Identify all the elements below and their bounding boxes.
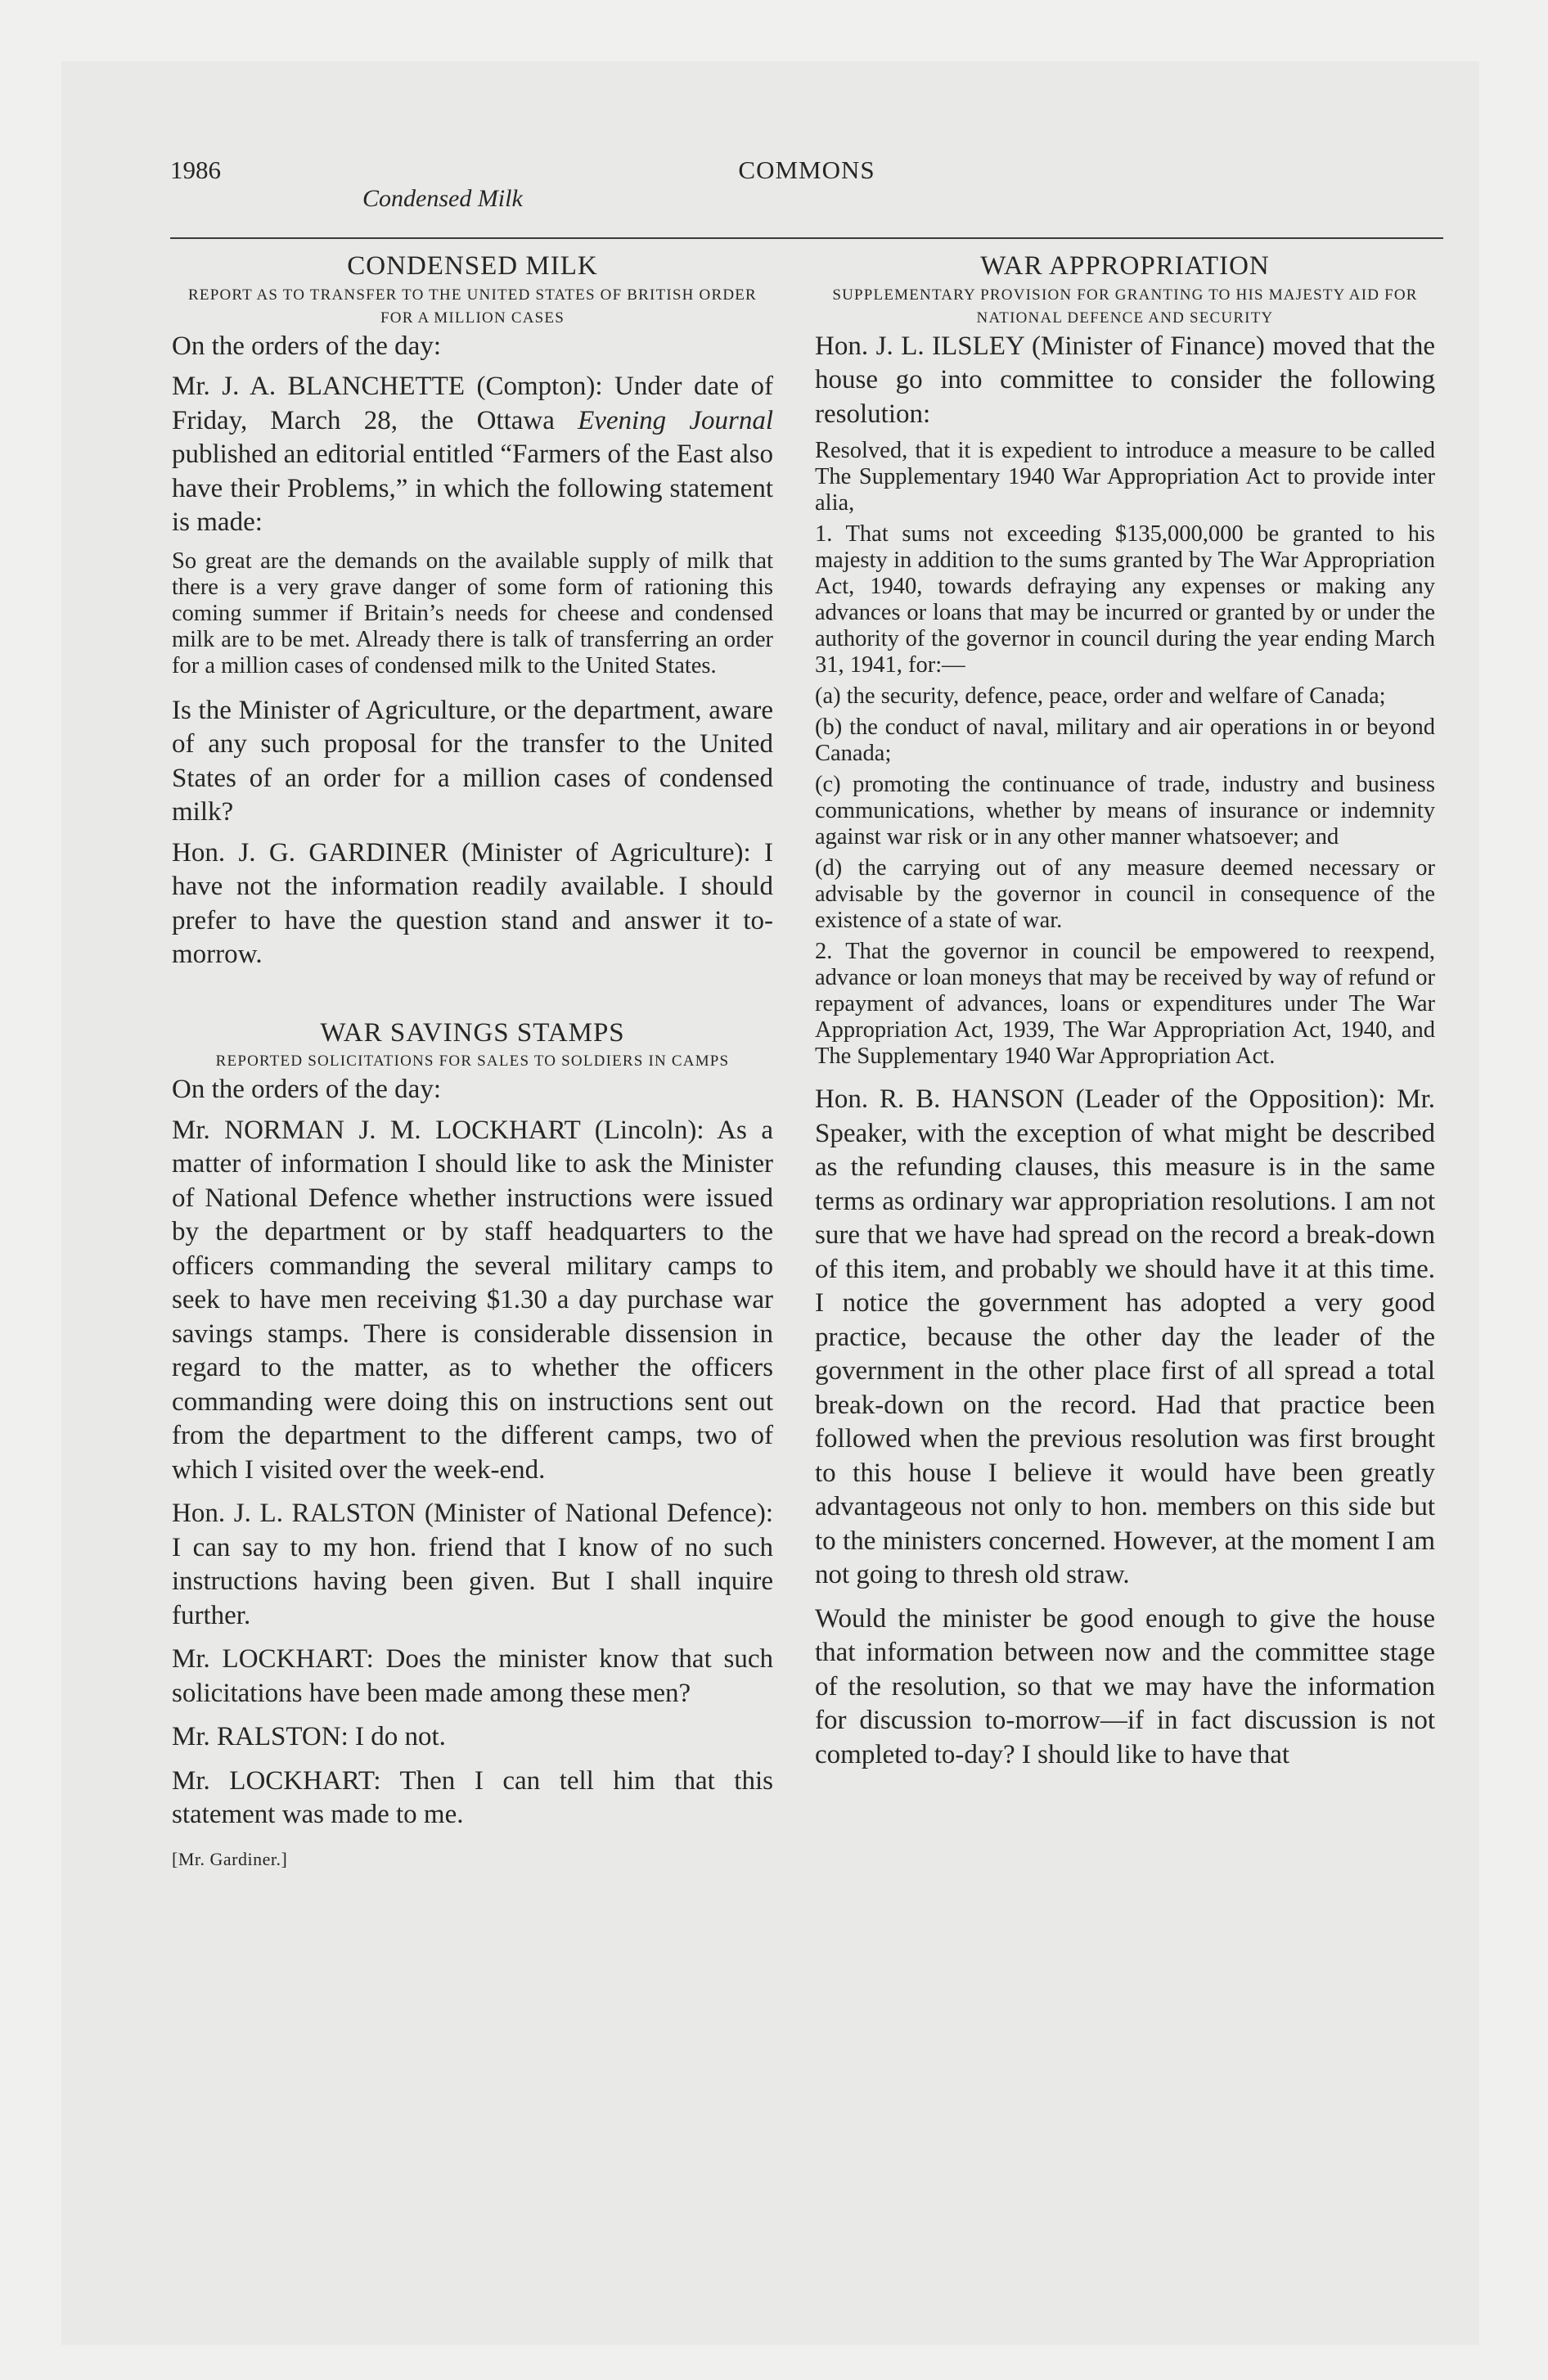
resolution-intro: Resolved, that it is expedient to introduce a measure to be called The Supplementary 1940 War Appropriation Act to provide inter alia, bbox=[815, 438, 1435, 516]
running-title: COMMONS bbox=[738, 156, 875, 184]
blanchette-followup: Is the Minister of Agriculture, or the department, aware of any such proposal for the transfer to the United States of an order for a million cases of condensed milk? bbox=[172, 695, 773, 827]
blanchette-text-a: Mr. J. A. BLANCHETTE (Compton): Under date of Friday, March 28, the Ottawa bbox=[172, 372, 773, 435]
right-column bbox=[815, 250, 1435, 1778]
page-footer-speaker: [Mr. Gardiner.] bbox=[172, 1848, 288, 1869]
hanson-remarks: Hon. R. B. HANSON (Leader of the Opposition): Mr. Speaker, with the exception of what might be described as the refunding clauses, this measure is in the same terms as ordinary war appropriation resolutions. I am not sure that we have had spread on the record a break-down of this item, and probably we should have it at this time. I notice the government has adopted a very good practice, because the other day the leader of the government in the other place first of all spread a total break-down on the record. Had that practice been followed when the previous resolution was first brought to this house I believe it would have been greatly advantageous not only to hon. members on this side but to the ministers concerned. However, at the moment I am not going to thresh old straw. bbox=[815, 1084, 1435, 1589]
section-title-condensed-milk: CONDENSED MILK bbox=[347, 251, 598, 281]
blanchette-text-b: published an editorial entitled “Farmers of the East also have their Problems,” in which the following statement is made: bbox=[172, 439, 773, 537]
left-column bbox=[172, 250, 773, 1876]
section-subtitle-war-savings-stamps: REPORTED SOLICITATIONS FOR SALES TO SOLDIERS IN CAMPS bbox=[215, 1053, 730, 1070]
lockhart-question: Mr. NORMAN J. M. LOCKHART (Lincoln): As a matter of information I should like to ask the Minister of National Defence whether instructions were issued by the department or by staff headquarters to the officers commanding the several military camps to seek to have men receiving $1.30 a day purchase war savings stamps. There is considerable dissension in regard to the matter, as to whether the officers commanding were doing this on instructions sent out from the department to the different camps, two of which I visited over the week-end. bbox=[172, 1115, 773, 1485]
section-gap bbox=[172, 979, 773, 1016]
orders-of-day-1: On the orders of the day: bbox=[172, 331, 441, 361]
running-subtitle: Condensed Milk bbox=[362, 185, 523, 212]
section-subtitle-condensed-milk: REPORT AS TO TRANSFER TO THE UNITED STATES OF BRITISH ORDER FOR A MILLION CASES bbox=[188, 286, 757, 327]
section-title-war-savings-stamps: WAR SAVINGS STAMPS bbox=[320, 1017, 625, 1048]
resolution-clause-1: 1. That sums not exceeding $135,000,000 be granted to his majesty in addition to the sums granted by The War Appropriation Act, 1940, towards defraying any expenses or making any advances or loans that may be incurred or granted by or under the authority of the governor in council during the year ending March 31, 1941, for:— bbox=[815, 521, 1435, 678]
ilsley-motion: Hon. J. L. ILSLEY (Minister of Finance) moved that the house go into committee to consider the following resolution: bbox=[815, 331, 1435, 429]
hanson-request: Would the minister be good enough to give the house that information between now and the committee stage of the resolution, so that we may have the information for discussion to-morrow—if in fact discussion is not completed to-day? I should like to have that bbox=[815, 1603, 1435, 1769]
resolution-clause-b: (b) the conduct of naval, military and air operations in or beyond Canada; bbox=[815, 714, 1435, 766]
header-rule bbox=[170, 237, 1443, 239]
blanchette-question bbox=[172, 370, 773, 540]
editorial-quote: So great are the demands on the available supply of milk that there is a very grave danger of some form of rationing this coming summer if Britain’s needs for cheese and condensed milk are to be met. Already there is talk of transferring an order for a million cases of condensed milk to the United States. bbox=[172, 548, 773, 678]
ralston-answer: Hon. J. L. RALSTON (Minister of National Defence): I can say to my hon. friend that I know of no such instructions having been given. But I shall inquire further. bbox=[172, 1499, 773, 1630]
section-title-war-appropriation: WAR APPROPRIATION bbox=[980, 251, 1270, 281]
resolution-clause-a: (a) the security, defence, peace, order and welfare of Canada; bbox=[815, 683, 1386, 709]
resolution-clause-d: (d) the carrying out of any measure deemed necessary or advisable by the governor in council in consequence of the existence of a state of war. bbox=[815, 855, 1435, 933]
gardiner-answer: Hon. J. G. GARDINER (Minister of Agriculture): I have not the information readily available. I should prefer to have the question stand and answer it to-morrow. bbox=[172, 837, 773, 969]
resolution-clause-2: 2. That the governor in council be empowered to reexpend, advance or loan moneys that may be received by way of refund or repayment of advances, loans or expenditures under The War Appropriation Act, 1939, The War Appropriation Act, 1940, and The Supplementary 1940 War Appropriation Act. bbox=[815, 939, 1435, 1069]
resolution-clause-c: (c) promoting the continuance of trade, industry and business communications, whether by means of insurance or indemnity against war risk or in any other manner whatsoever; and bbox=[815, 772, 1435, 850]
running-header bbox=[170, 156, 1443, 213]
section-subtitle-war-appropriation: SUPPLEMENTARY PROVISION FOR GRANTING TO HIS MAJESTY AID FOR NATIONAL DEFENCE AND SECURITY bbox=[832, 286, 1418, 327]
newspaper-name: Evening Journal bbox=[578, 405, 774, 435]
orders-of-day-2: On the orders of the day: bbox=[172, 1075, 441, 1104]
page-number: 1986 bbox=[170, 156, 221, 184]
ralston-reply: Mr. RALSTON: I do not. bbox=[172, 1722, 446, 1751]
lockhart-statement: Mr. LOCKHART: Then I can tell him that this statement was made to me. bbox=[172, 1765, 773, 1829]
lockhart-followup: Mr. LOCKHART: Does the minister know that such solicitations have been made among these men? bbox=[172, 1644, 773, 1708]
